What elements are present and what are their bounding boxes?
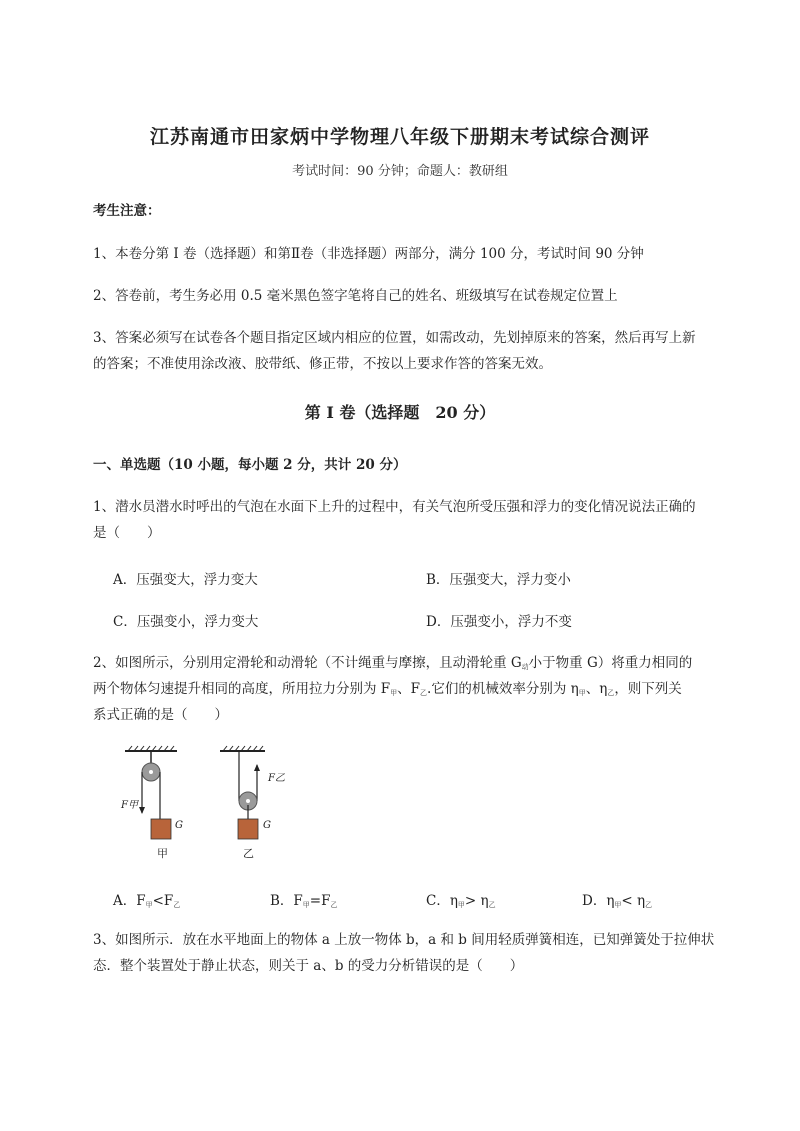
fixed-pulley-diagram <box>125 746 177 839</box>
question-2-text: 系式正确的是（ ） <box>93 707 228 723</box>
question-2-option-b[interactable]: B．$F_甲=F_乙$ <box>270 893 338 909</box>
left-weight-label: G <box>175 820 183 831</box>
question-3-text: 态．整个装置处于静止状态，则关于 a、b 的受力分析错误的是（ ） <box>93 958 524 974</box>
question-1-option-c[interactable]: C．压强变小，浮力变大 <box>113 614 259 630</box>
notice-heading: 考生注意： <box>93 203 161 219</box>
left-weight-block <box>151 819 171 839</box>
page-title: 江苏南通市田家炳中学物理八年级下册期末考试综合测评 <box>149 126 650 148</box>
question-2-option-a[interactable]: A．$F_甲<F_乙$ <box>113 893 181 909</box>
notice-item: 3、答案必须写在试卷各个题目指定区域内相应的位置，如需改动，先划掉原来的答案，然后再写上新 <box>93 330 696 346</box>
pulley-figure <box>115 745 295 865</box>
page-subtitle: 考试时间：90 分钟；命题人：教研组 <box>292 164 508 179</box>
left-force-label: F甲 <box>121 800 138 811</box>
part-heading: 一、单选题（10 小题，每小题 2 分，共计 20 分） <box>93 457 407 473</box>
question-2-text: 2、如图所示，分别用定滑轮和动滑轮（不计绳重与摩擦，且动滑轮重 $G_动$小于物重 G）将重力相同的 <box>93 655 693 671</box>
question-1-text: 是（ ） <box>93 525 161 541</box>
question-1-text: 1、潜水员潜水时呼出的气泡在水面下上升的过程中，有关气泡所受压强和浮力的变化情况说法正确的 <box>93 499 696 515</box>
right-weight-label: G <box>263 820 271 831</box>
right-force-label: F乙 <box>268 773 285 784</box>
notice-item: 2、答卷前，考生务必用 0.5 毫米黑色签字笔将自己的姓名、班级填写在试卷规定位置上 <box>93 288 618 304</box>
right-weight-block <box>238 819 258 839</box>
question-2-option-c[interactable]: C．$\eta_甲> \eta_乙$ <box>426 893 496 909</box>
question-2-text: 两个物体匀速提升相同的高度，所用拉力分别为 $F_甲$、$F_乙$.它们的机械效率分别为 $\eta_甲$、$\eta_乙$，则下列关 <box>93 681 682 697</box>
movable-pulley-diagram <box>220 746 265 839</box>
question-2-option-d[interactable]: D．$\eta_甲< \eta_乙$ <box>582 893 653 909</box>
notice-item: 的答案；不准使用涂改液、胶带纸、修正带，不按以上要求作答的答案无效。 <box>93 356 552 372</box>
left-figure-caption: 甲 <box>157 847 168 860</box>
question-3-text: 3、如图所示．放在水平地面上的物体 a 上放一物体 b，a 和 b 间用轻质弹簧相连，已知弹簧处于拉伸状 <box>93 932 715 948</box>
question-1-option-b[interactable]: B．压强变大，浮力变小 <box>426 572 571 588</box>
question-1-option-a[interactable]: A．压强变大，浮力变大 <box>113 572 258 588</box>
question-1-option-d[interactable]: D．压强变小，浮力不变 <box>426 614 572 630</box>
right-figure-caption: 乙 <box>243 847 254 860</box>
section-title: 第 I 卷（选择题 20 分） <box>304 403 496 422</box>
notice-item: 1、本卷分第 I 卷（选择题）和第Ⅱ卷（非选择题）两部分，满分 100 分，考试时间 90 分钟 <box>93 246 644 262</box>
